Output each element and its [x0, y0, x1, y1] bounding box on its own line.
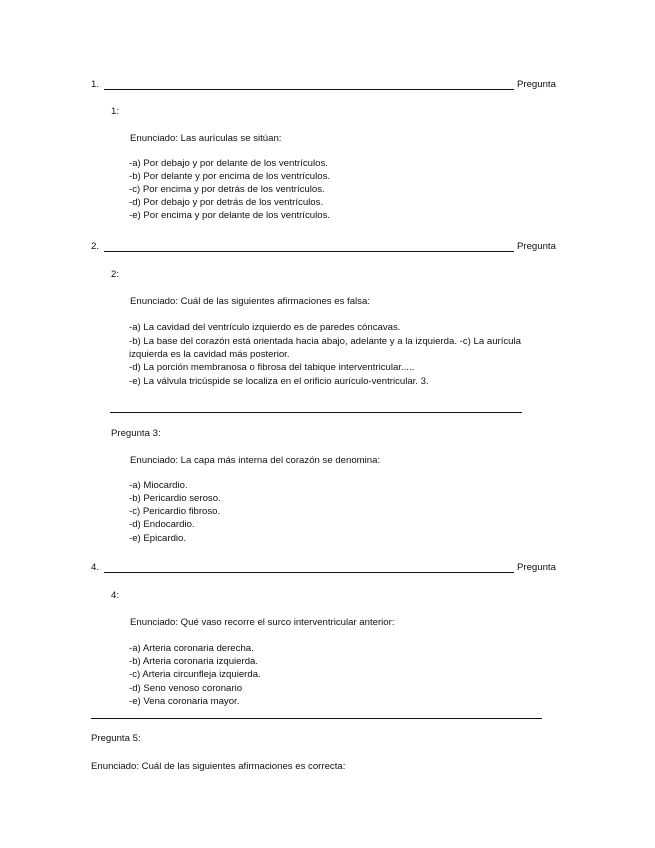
question-4-option-b: -b) Arteria coronaria izquierda.	[129, 656, 259, 667]
question-4-option-a: -a) Arteria coronaria derecha.	[129, 643, 254, 654]
question-4-option-c: -c) Arteria circunfleja izquierda.	[129, 669, 261, 680]
question-3-option-b: -b) Pericardio seroso.	[129, 493, 221, 504]
question-1-option-d: -d) Por debajo y por detrás de los ventrículos.	[129, 197, 324, 208]
question-1-option-a: -a) Por debajo y por delante de los ventrículos.	[129, 158, 328, 169]
question-5-rule	[91, 718, 542, 719]
question-4-number: 4.	[91, 562, 100, 573]
question-1-index: 1:	[111, 106, 120, 117]
question-2-statement: Enunciado: Cuál de las siguientes afirmaciones es falsa:	[130, 296, 370, 307]
question-1-statement: Enunciado: Las aurículas se sitúan:	[130, 133, 282, 144]
question-1-rule	[104, 89, 514, 90]
question-4-option-d: -d) Seno venoso coronario	[129, 683, 243, 694]
question-3-option-d: -d) Endocardio.	[129, 519, 195, 530]
question-5-statement: Enunciado: Cuál de las siguientes afirmaciones es correcta:	[91, 761, 346, 772]
question-4-option-e: -e) Vena coronaria mayor.	[129, 696, 240, 707]
question-3-title: Pregunta 3:	[111, 428, 161, 439]
question-1-option-b: -b) Por delante y por encima de los ventrículos.	[129, 171, 331, 182]
question-4-rule	[104, 572, 514, 573]
question-1-option-e: -e) Por encima y por delante de los ventrículos.	[129, 210, 331, 221]
question-1-option-c: -c) Por encima y por detrás de los ventrículos.	[129, 184, 325, 195]
question-2-rule	[104, 251, 514, 252]
question-1-number: 1.	[91, 79, 100, 90]
question-1-pregunta-label: Pregunta	[517, 79, 556, 90]
question-2-pregunta-label: Pregunta	[517, 241, 556, 252]
question-4-pregunta-label: Pregunta	[517, 562, 556, 573]
question-3-option-a: -a) Miocardio.	[129, 480, 188, 491]
question-4-statement: Enunciado: Qué vaso recorre el surco interventricular anterior:	[130, 617, 395, 628]
question-2-option-b: -b) La base del corazón está orientada hacia abajo, adelante y a la izquierda. -c) La aurícula izquierda es la cavidad más posterior.	[129, 336, 521, 360]
question-4-index: 4:	[111, 590, 120, 601]
question-2-option-e: -e) La válvula tricúspide se localiza en el orificio aurículo-ventricular. 3.	[129, 376, 429, 387]
question-3-rule	[110, 412, 522, 413]
question-3-option-c: -c) Pericardio fibroso.	[129, 506, 221, 517]
question-2-option-d: -d) La porción membranosa o fibrosa del tabique interventricular.....	[129, 362, 415, 373]
question-3-option-e: -e) Epicardio.	[129, 533, 187, 544]
question-2-index: 2:	[111, 269, 120, 280]
question-3-statement: Enunciado: La capa más interna del corazón se denomina:	[130, 455, 381, 466]
question-2-option-a: -a) La cavidad del ventrículo izquierdo es de paredes cóncavas.	[129, 322, 401, 333]
question-2-number: 2.	[91, 241, 100, 252]
question-5-title: Pregunta 5:	[91, 733, 141, 744]
